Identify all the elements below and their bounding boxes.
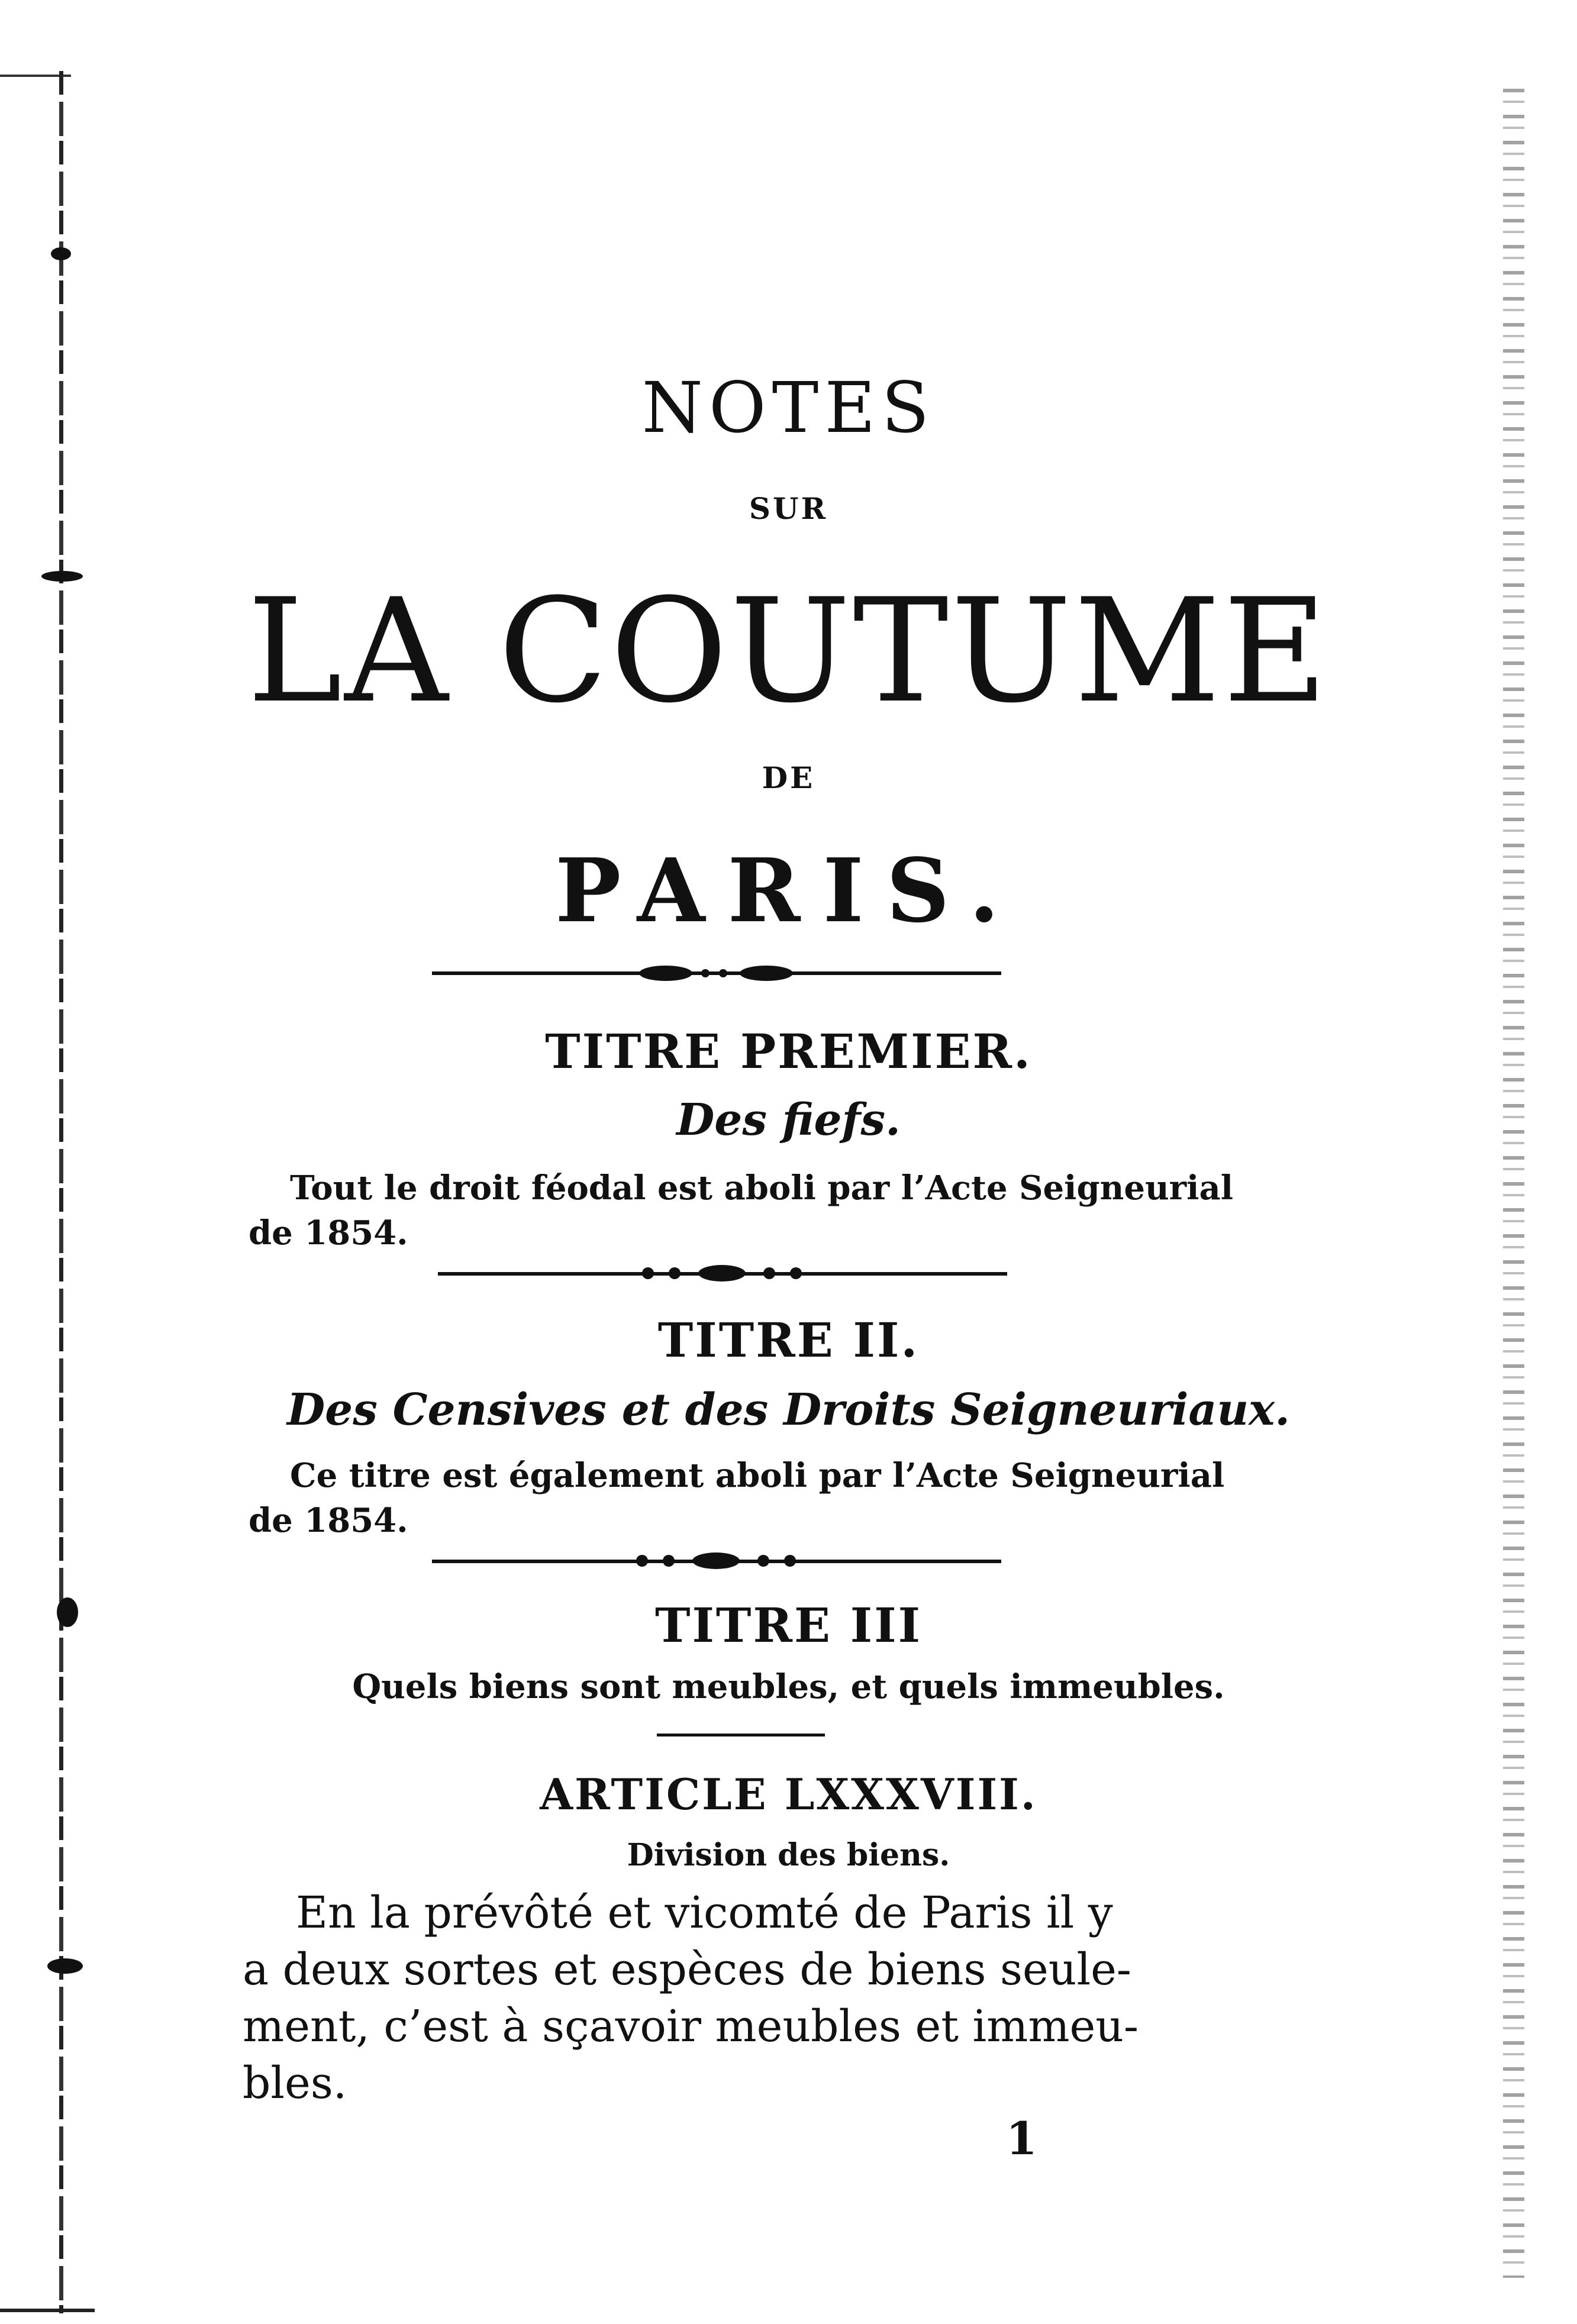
heading-notes: NOTES: [641, 367, 936, 448]
heading-de: DE: [762, 760, 815, 795]
section-subtitle: Quels biens sont meubles, et quels immeubles.: [352, 1667, 1225, 1706]
binding-edge-bottom: [0, 2309, 95, 2312]
article-text: En la prévôté et vicomté de Paris il y: [296, 1887, 1113, 1938]
section-subtitle: Des fiefs.: [676, 1095, 901, 1145]
heading-paris: PARIS.: [555, 839, 1022, 942]
heading-sur: SUR: [749, 491, 828, 526]
section-title: TITRE II.: [657, 1312, 920, 1368]
heading-la-coutume: LA COUTUME: [247, 568, 1330, 735]
section-text: Tout le droit féodal est aboli par l’Acte Seigneurial: [290, 1169, 1234, 1208]
binding-mark: [51, 247, 71, 260]
section-subtitle: Des Censives et des Droits Seigneuriaux.: [286, 1384, 1291, 1435]
article-text: a deux sortes et espèces de biens seule-: [243, 1944, 1131, 1995]
section-title: TITRE III: [654, 1597, 923, 1653]
article-text: ment, c’est à sçavoir meubles et immeu-: [243, 2001, 1139, 2052]
article-title: ARTICLE LXXXVIII.: [540, 1769, 1037, 1819]
section-text: de 1854.: [249, 1501, 408, 1540]
page-number: 1: [1006, 2112, 1037, 2165]
section-title: TITRE PREMIER.: [545, 1024, 1032, 1079]
article-subtitle: Division des biens.: [627, 1837, 950, 1873]
section-text: de 1854.: [249, 1213, 408, 1253]
section-text: Ce titre est également aboli par l’Acte Seigneurial: [290, 1456, 1225, 1495]
binding-mark: [47, 1958, 83, 1974]
short-rule: [657, 1734, 825, 1736]
article-text: bles.: [243, 2058, 347, 2109]
